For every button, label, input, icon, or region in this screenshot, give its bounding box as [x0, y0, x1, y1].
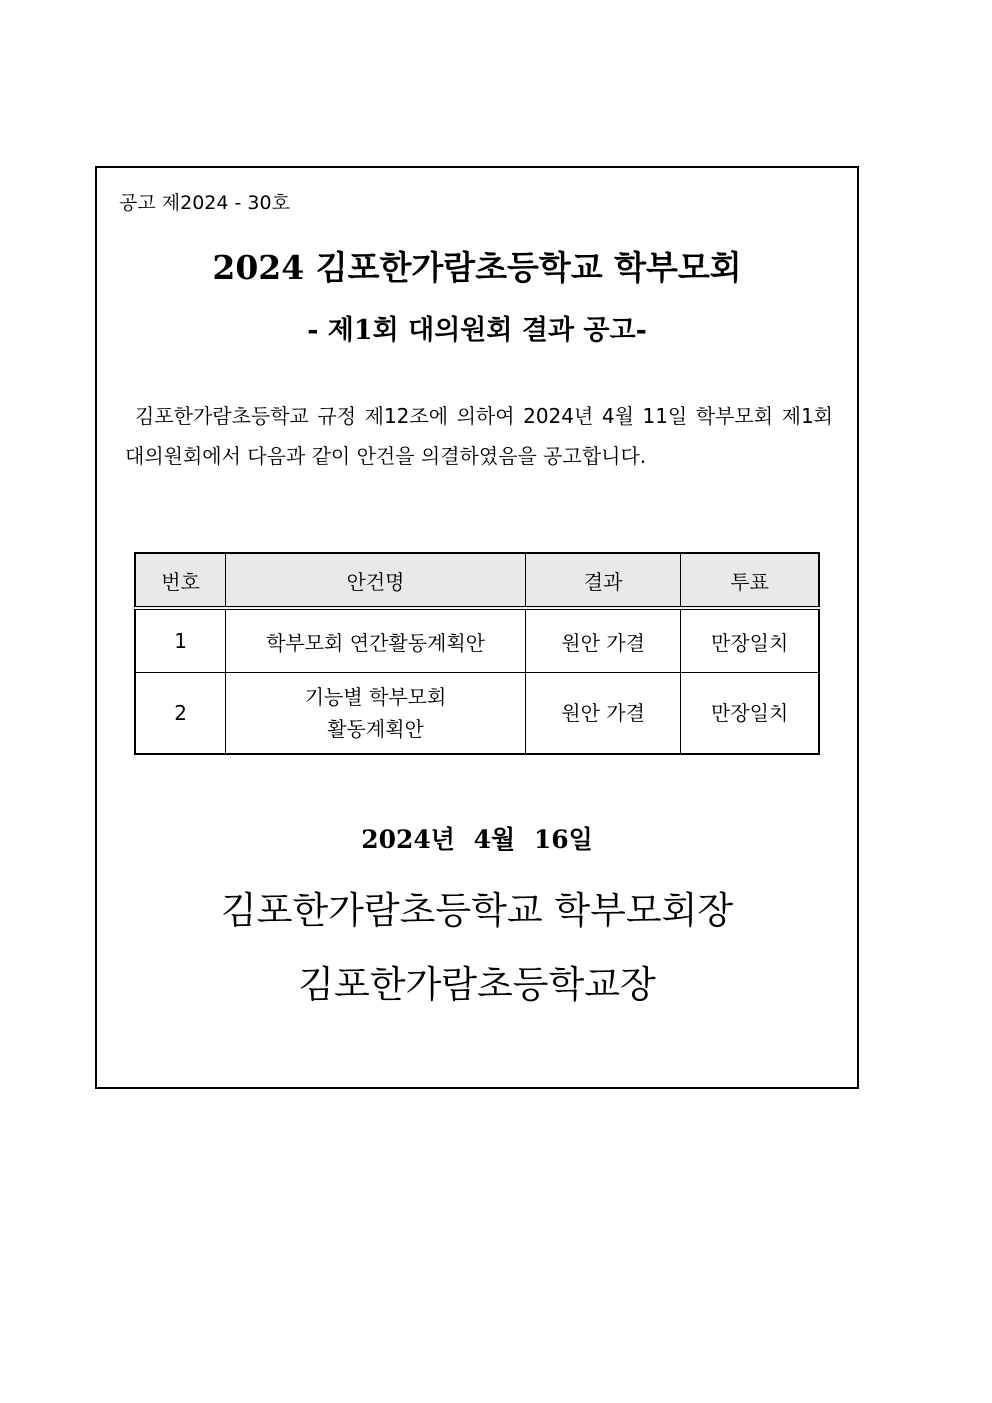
notice-number: 공고 제2024 - 30호	[119, 192, 290, 214]
notice-date: 2024년 4월 16일	[361, 825, 593, 854]
row-agenda	[226, 673, 526, 755]
signatory-parents-president: 김포한가람초등학교 학부모회장	[220, 889, 734, 932]
signatory-principal: 김포한가람초등학교장	[298, 963, 656, 1006]
row-agenda-line-2: 활동계획안	[327, 717, 424, 741]
row-vote: 만장일치	[681, 608, 819, 673]
row-vote: 만장일치	[681, 673, 819, 755]
table-header-row	[135, 553, 819, 608]
header-number: 번호	[135, 553, 226, 608]
main-title: 2024 김포한가람초등학교 학부모회	[212, 248, 742, 287]
notice-box	[95, 166, 859, 1089]
row-result: 원안 가결	[525, 673, 680, 755]
body-text	[125, 396, 833, 476]
table-row	[135, 673, 819, 755]
row-number: 2	[135, 673, 226, 755]
header-vote: 투표	[681, 553, 819, 608]
row-result: 원안 가결	[525, 608, 680, 673]
results-table	[134, 552, 820, 755]
table-row	[135, 608, 819, 673]
header-agenda: 안건명	[226, 553, 526, 608]
header-result: 결과	[525, 553, 680, 608]
row-agenda-line-1: 기능별 학부모회	[304, 685, 447, 709]
sub-title: - 제1회 대의원회 결과 공고-	[307, 315, 647, 346]
row-agenda: 학부모회 연간활동계획안	[226, 608, 526, 673]
row-number: 1	[135, 608, 226, 673]
body-paragraph: 김포한가람초등학교 규정 제12조에 의하여 2024년 4월 11일 학부모회 제1회 대의원회에서 다음과 같이 안건을 의결하였음을 공고합니다.	[125, 404, 833, 468]
